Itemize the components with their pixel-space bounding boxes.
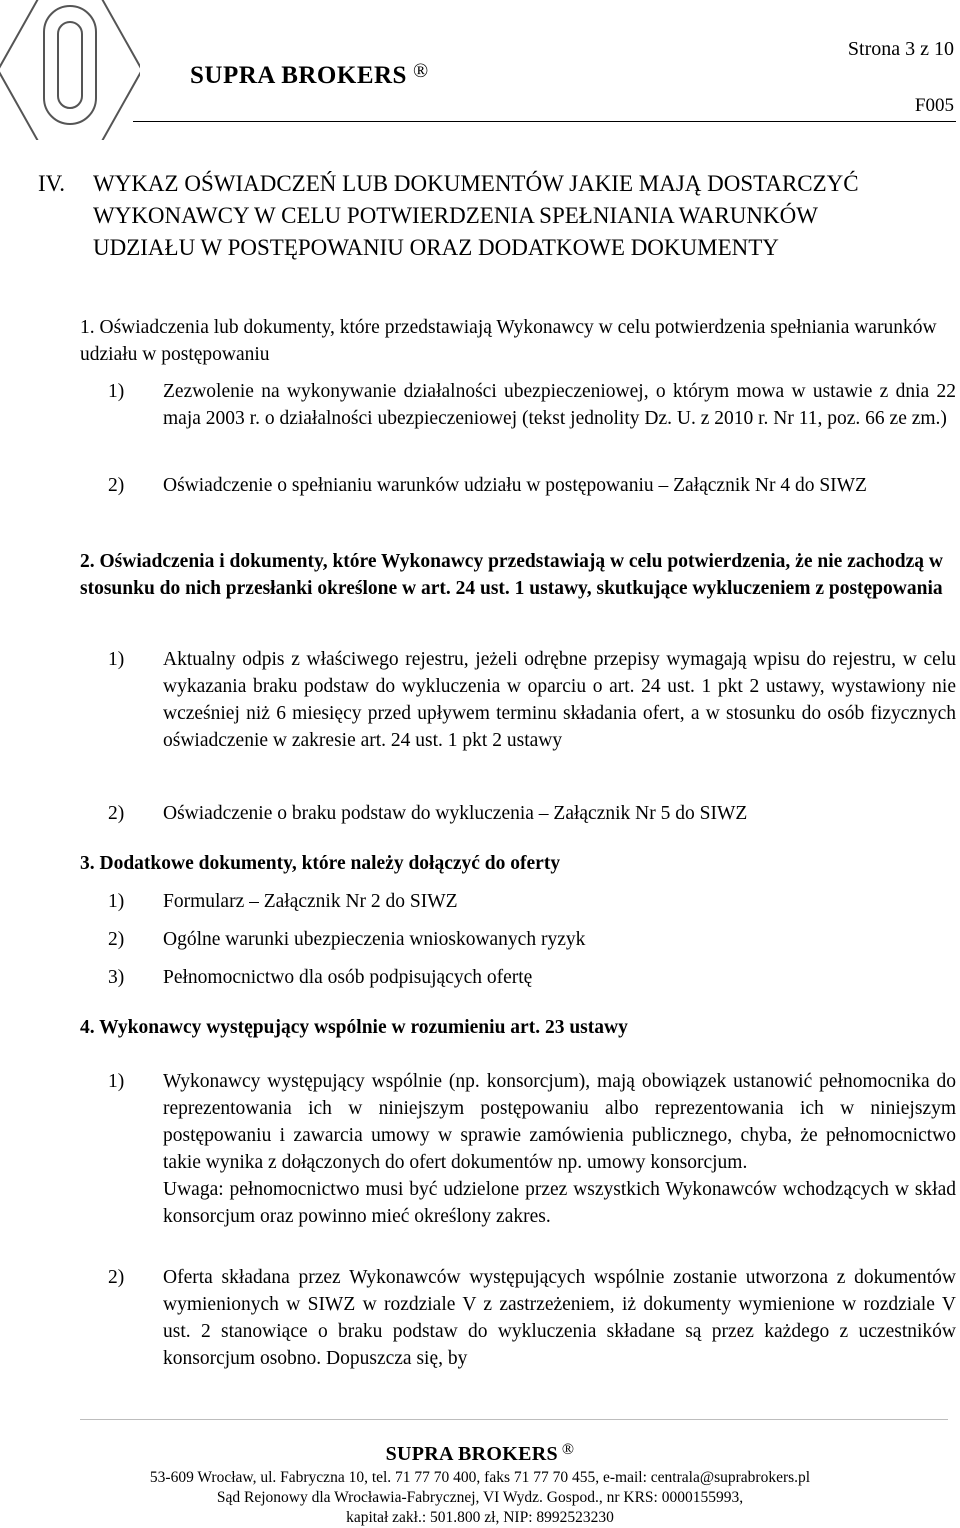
part3-heading: 3. Dodatkowe dokumenty, które należy dołączyć do oferty bbox=[80, 853, 561, 874]
header-brand-name: SUPRA BROKERS bbox=[190, 62, 407, 89]
header-divider bbox=[133, 121, 956, 122]
page-number: Strona 3 z 10 bbox=[847, 38, 954, 60]
list-item-number: 2) bbox=[108, 1267, 125, 1288]
part2-heading: 2. Oświadczenia i dokumenty, które Wykonawcy przedstawiają w celu potwierdzenia, że nie zachodzą w stosunku do nich przesłanki określone w art. 24 ust. 1 ustawy, skutkujące wykluczeniem z postępowania bbox=[80, 551, 944, 599]
list-item-text: Pełnomocnictwo dla osób podpisujących ofertę bbox=[163, 967, 533, 988]
list-item-text: Wykonawcy występujący wspólnie (np. konsorcjum), mają obowiązek ustanowić pełnomocnika do reprezentowania ich w niniejszym postępowaniu albo reprezentowania ich w niniejszym postępowaniu i zawarcia umowy w sprawie zamówienia publicznego, chyba, że pełnomocnictwo takie wynika z dołączonych do ofert dokumentów np. umowy konsorcjum. bbox=[163, 1071, 956, 1173]
footer-capital-tax-id: kapitał zakł.: 501.800 zł, NIP: 8992523230 bbox=[346, 1509, 614, 1526]
list-item-number: 1) bbox=[108, 1071, 125, 1092]
section-title bbox=[38, 168, 918, 264]
list-item bbox=[108, 888, 956, 915]
list-item bbox=[108, 378, 956, 432]
header-brand bbox=[190, 60, 429, 90]
list-item-number: 2) bbox=[108, 475, 125, 496]
list-item-number: 1) bbox=[108, 891, 125, 912]
part4-heading: 4. Wykonawcy występujący wspólnie w rozumieniu art. 23 ustawy bbox=[80, 1017, 628, 1038]
section-title-text: WYKAZ OŚWIADCZEŃ LUB DOKUMENTÓW JAKIE MAJĄ DOSTARCZYĆ WYKONAWCY W CELU POTWIERDZENIA SPEŁNIANIA WARUNKÓW UDZIAŁU W POSTĘPOWANIU ORAZ DODATKOWE DOKUMENTY bbox=[93, 171, 859, 260]
list-item bbox=[108, 926, 956, 953]
list-item-text: Oferta składana przez Wykonawców występujących wspólnie zostanie utworzona z dokumentów wymienionych w SIWZ w rozdziale V z zastrzeżeniem, iż dokumenty wymienione w rozdziale V ust. 2 stanowiące o braku podstaw do wykluczenia składane są przez każdego z uczestników konsorcjum osobno. Dopuszcza się, by bbox=[163, 1267, 956, 1369]
footer-brand-name: SUPRA BROKERS bbox=[385, 1443, 558, 1465]
list-item-text: Aktualny odpis z właściwego rejestru, jeżeli odrębne przepisy wymagają wpisu do rejestru, w celu wykazania braku podstaw do wykluczenia w oparciu o art. 24 ust. 1 pkt 2 ustawy, wystawiony nie wcześniej niż 6 miesięcy przed upływem terminu składania ofert, a w stosunku do osób fizycznych oświadczenie w zakresie art. 24 ust. 1 pkt 2 ustawy bbox=[163, 649, 956, 751]
supra-brokers-logo-icon bbox=[0, 0, 140, 140]
list-item-number: 2) bbox=[108, 803, 125, 824]
list-item-number: 1) bbox=[108, 649, 125, 670]
footer-brand bbox=[0, 1441, 960, 1466]
list-item-note: Uwaga: pełnomocnictwo musi być udzielone przez wszystkich Wykonawców wchodzących w skład konsorcjum oraz powinno mieć określony zakres. bbox=[163, 1179, 956, 1227]
list-item-text: Oświadczenie o spełnianiu warunków udziału w postępowaniu – Załącznik Nr 4 do SIWZ bbox=[163, 475, 867, 496]
list-item-number: 3) bbox=[108, 967, 125, 988]
list-item-text: Ogólne warunki ubezpieczenia wnioskowanych ryzyk bbox=[163, 929, 586, 950]
list-item bbox=[108, 1068, 956, 1230]
list-item-text: Zezwolenie na wykonywanie działalności ubezpieczeniowej, o którym mowa w ustawie z dnia 22 maja 2003 r. o działalności ubezpieczeniowej (tekst jednolity Dz. U. z 2010 r. Nr 11, poz. 66 ze zm.) bbox=[163, 381, 956, 429]
list-item bbox=[108, 1264, 956, 1372]
form-code: F005 bbox=[914, 95, 954, 116]
list-item bbox=[108, 646, 956, 754]
list-item bbox=[108, 472, 956, 499]
registered-mark: ® bbox=[412, 60, 429, 82]
list-item-text: Oświadczenie o braku podstaw do wykluczenia – Załącznik Nr 5 do SIWZ bbox=[163, 803, 748, 824]
list-item-number: 2) bbox=[108, 929, 125, 950]
list-item-text: Formularz – Załącznik Nr 2 do SIWZ bbox=[163, 891, 458, 912]
footer-address: 53-609 Wrocław, ul. Fabryczna 10, tel. 71 77 70 400, faks 71 77 70 455, e-mail: centrala@suprabrokers.pl bbox=[149, 1469, 811, 1486]
registered-mark: ® bbox=[561, 1441, 575, 1458]
section-number: IV. bbox=[38, 171, 66, 196]
part1-heading: 1. Oświadczenia lub dokumenty, które przedstawiają Wykonawcy w celu potwierdzenia spełniania warunków udziału w postępowaniu bbox=[80, 317, 937, 365]
footer-divider bbox=[80, 1419, 948, 1420]
list-item bbox=[108, 800, 956, 827]
list-item bbox=[108, 964, 956, 991]
footer-court-registration: Sąd Rejonowy dla Wrocławia-Fabrycznej, VI Wydz. Gospod., nr KRS: 0000155993, bbox=[216, 1489, 744, 1506]
list-item-number: 1) bbox=[108, 381, 125, 402]
